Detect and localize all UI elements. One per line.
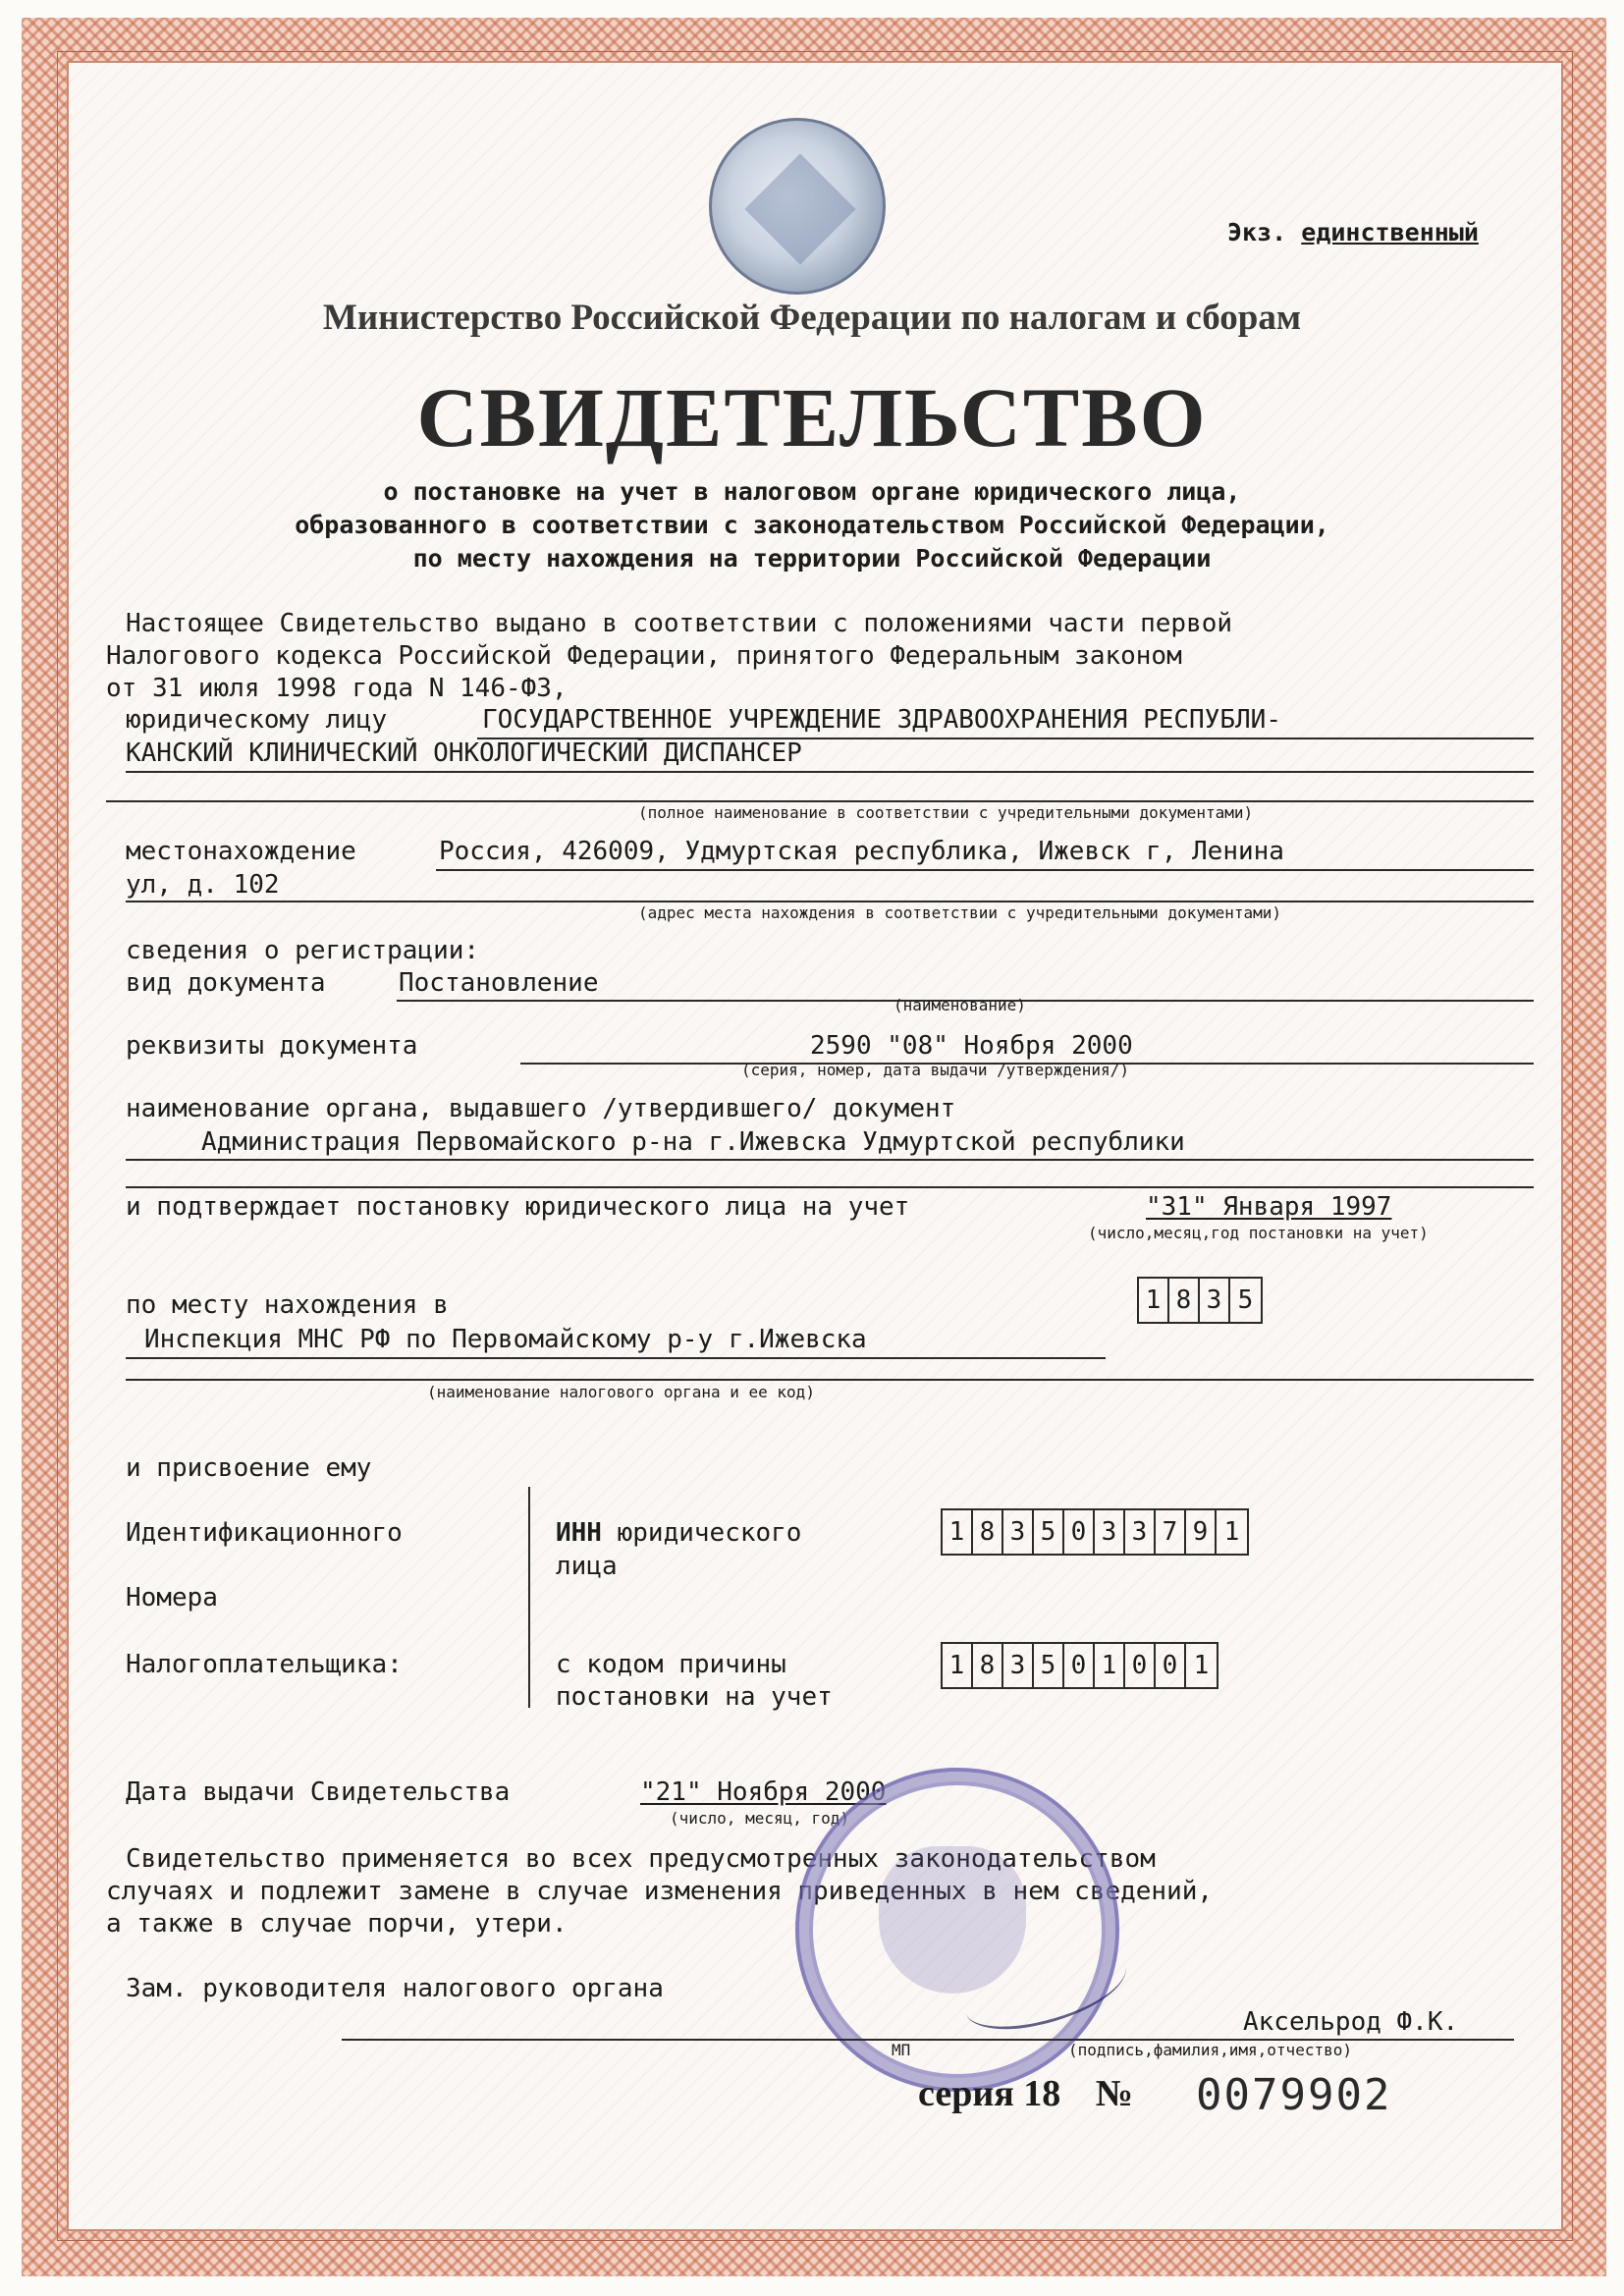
subtitle-line-1: о постановке на учет в налоговом органе юридического лица, xyxy=(383,477,1241,506)
inn-label-line-2: лица xyxy=(556,1552,618,1581)
subtitle-line-3: по месту нахождения на территории Российской Федерации xyxy=(412,544,1212,573)
address-hint: (адрес места нахождения в соответствии с учредительными документами) xyxy=(638,903,1282,922)
underline xyxy=(436,869,1534,871)
registration-date-hint: (число,месяц,год постановки на учет) xyxy=(1088,1224,1429,1242)
intro-line-3: от 31 июля 1998 года N 146-ФЗ, xyxy=(106,674,568,703)
kpp-digit: 3 xyxy=(1003,1644,1034,1687)
tax-office-name: Инспекция МНС РФ по Первомайскому р-у г.Ижевска xyxy=(144,1325,867,1354)
series-label xyxy=(918,2072,1133,2115)
kpp-digit: 0 xyxy=(1125,1644,1156,1687)
copy-label: Экз. xyxy=(1227,218,1287,246)
doc-type-label: вид документа xyxy=(126,968,326,998)
usage-line-1: Свидетельство применяется во всех предусмотренных законодательством xyxy=(126,1844,1156,1874)
inn-digit: 0 xyxy=(1064,1510,1095,1554)
address-line-2: ул, д. 102 xyxy=(126,870,280,900)
address-label: местонахождение xyxy=(126,837,356,866)
inn-digit: 8 xyxy=(973,1510,1003,1554)
underline xyxy=(106,800,1534,802)
issue-date-hint: (число, месяц, год) xyxy=(670,1809,850,1828)
doc-details-value: 2590 "08" Ноября 2000 xyxy=(810,1031,1133,1061)
inn-digit: 1 xyxy=(1223,1517,1240,1547)
assignment-left-1: Идентификационного xyxy=(126,1518,403,1548)
number-sign: № xyxy=(1095,2073,1133,2114)
inn-label-bold: ИНН xyxy=(556,1518,602,1548)
kpp-digit: 5 xyxy=(1034,1644,1064,1687)
inn-label-rest: юридического xyxy=(617,1518,802,1548)
ministry-name: Министерство Российской Федерации по налогам и сборам xyxy=(322,298,1302,338)
inn-digit: 1 xyxy=(943,1510,973,1554)
entity-name-hint: (полное наименование в соответствии с учредительными документами) xyxy=(638,803,1254,822)
issuer-value: Администрация Первомайского р-на г.Ижевска Удмуртской республики xyxy=(201,1127,1185,1157)
document-title: СВИДЕТЕЛЬСТВО xyxy=(416,370,1208,465)
tax-office-code xyxy=(1137,1277,1263,1324)
code-digit: 1 xyxy=(1139,1279,1169,1322)
signatory-name: Аксельрод Ф.К. xyxy=(1243,2007,1459,2037)
kpp-label-line-1: с кодом причины xyxy=(556,1650,786,1679)
assignment-left-2: Номера xyxy=(126,1583,218,1613)
tax-office-label: по месту нахождения в xyxy=(126,1290,449,1320)
kpp-digit: 8 xyxy=(973,1644,1003,1687)
underline xyxy=(126,1357,1106,1359)
subtitle-line-2: образованного в соответствии с законодательством Российской Федерации, xyxy=(295,511,1329,539)
copy-value: единственный xyxy=(1301,218,1479,246)
assignment-intro: и присвоение ему xyxy=(126,1453,372,1483)
kpp-digit: 0 xyxy=(1156,1644,1186,1687)
intro-line-1: Настоящее Свидетельство выдано в соответствии с положениями части первой xyxy=(126,609,1233,638)
certificate-number: 0079902 xyxy=(1196,2070,1392,2120)
signatory-position: Зам. руководителя налогового органа xyxy=(126,1974,664,2003)
kpp-digit: 1 xyxy=(943,1644,973,1687)
doc-type-hint: (наименование) xyxy=(893,996,1026,1014)
underline xyxy=(126,1186,1534,1188)
address-line-1: Россия, 426009, Удмуртская республика, Ижевск г, Ленина xyxy=(439,837,1284,866)
copy-marker xyxy=(1227,218,1479,246)
doc-details-hint: (серия, номер, дата выдачи /утверждения/) xyxy=(741,1061,1129,1079)
tax-office-hint: (наименование налогового органа и ее код) xyxy=(427,1383,815,1401)
inn-digit: 3 xyxy=(1125,1510,1156,1554)
kpp-code xyxy=(941,1642,1218,1689)
doc-type-value: Постановление xyxy=(399,968,599,998)
inn-digit: 5 xyxy=(1034,1510,1064,1554)
inn-digit: 3 xyxy=(1095,1510,1125,1554)
usage-line-3: а также в случае порчи, утери. xyxy=(106,1909,568,1939)
issue-label: Дата выдачи Свидетельства xyxy=(126,1777,511,1807)
issue-date: "21" Ноября 2000 xyxy=(640,1777,887,1807)
intro-line-2: Налогового кодекса Российской Федерации, принятого Федеральным законом xyxy=(106,641,1182,671)
registration-date: "31" Января 1997 xyxy=(1146,1192,1392,1222)
inn-number xyxy=(941,1508,1249,1556)
issuer-label: наименование органа, выдавшего /утвердившего/ документ xyxy=(126,1094,956,1123)
stamp-place-label: МП xyxy=(892,2041,911,2059)
series-value: серия 18 xyxy=(918,2073,1061,2114)
entity-name-line-2: КАНСКИЙ КЛИНИЧЕСКИЙ ОНКОЛОГИЧЕСКИЙ ДИСПАНСЕР xyxy=(126,738,802,768)
divider-line xyxy=(528,1487,530,1708)
hologram-emblem-icon xyxy=(709,118,886,295)
kpp-digit: 1 xyxy=(1193,1651,1210,1680)
underline xyxy=(126,1379,1534,1381)
code-digit: 5 xyxy=(1237,1285,1254,1315)
kpp-digit: 1 xyxy=(1095,1644,1125,1687)
entity-label: юридическому лицу xyxy=(126,705,388,735)
underline xyxy=(126,1159,1534,1161)
inn-digit: 7 xyxy=(1156,1510,1186,1554)
entity-name-line-1: ГОСУДАРСТВЕННОЕ УЧРЕЖДЕНИЕ ЗДРАВООХРАНЕНИЯ РЕСПУБЛИ- xyxy=(482,705,1281,735)
code-digit: 8 xyxy=(1169,1279,1200,1322)
inn-label xyxy=(556,1518,801,1548)
confirmation-text: и подтверждает постановку юридического лица на учет xyxy=(126,1192,910,1222)
signature-hint: (подпись,фамилия,имя,отчество) xyxy=(1068,2041,1352,2059)
assignment-left-3: Налогоплательщика: xyxy=(126,1650,403,1679)
underline xyxy=(126,771,1534,773)
inn-digit: 3 xyxy=(1003,1510,1034,1554)
underline xyxy=(126,901,1534,902)
doc-details-label: реквизиты документа xyxy=(126,1031,418,1061)
code-digit: 3 xyxy=(1200,1279,1230,1322)
inn-digit: 9 xyxy=(1186,1510,1217,1554)
registration-heading: сведения о регистрации: xyxy=(126,936,480,965)
kpp-label-line-2: постановки на учет xyxy=(556,1682,833,1712)
kpp-digit: 0 xyxy=(1064,1644,1095,1687)
usage-line-2: случаях и подлежит замене в случае изменения приведенных в нем сведений, xyxy=(106,1877,1214,1906)
